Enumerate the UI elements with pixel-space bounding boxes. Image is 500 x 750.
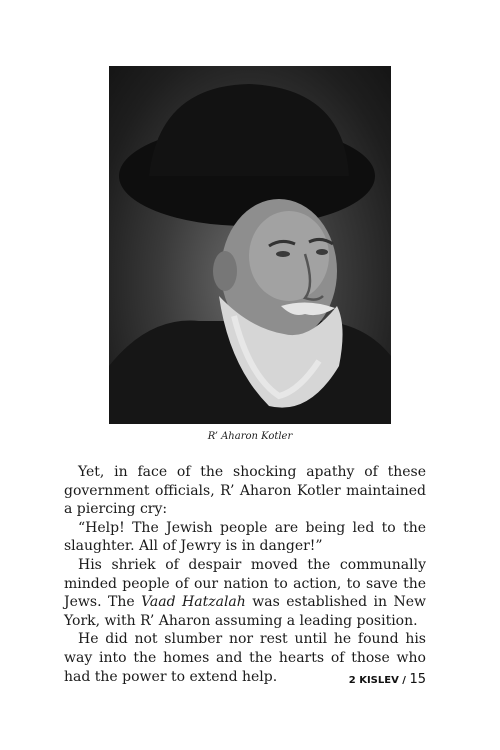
paragraph-3-start: His shriek of despair moved the communally minded people of our nation to action, to save the Jews. The <box>64 556 426 611</box>
footer-date: 2 KISLEV <box>348 675 399 686</box>
paragraph-3-end: was established in New York, with R’ Aharon assuming a leading position. <box>64 594 426 629</box>
footer-separator: / <box>398 675 410 686</box>
photo-caption: R’ Aharon Kotler <box>207 431 293 442</box>
paragraph-4: He did not slumber nor rest until he found his way into the homes and the hearts of those who had the power to extend help. <box>64 631 426 685</box>
body-text <box>64 463 426 686</box>
page-number: 15 <box>409 672 426 687</box>
paragraph-1: Yet, in face of the shocking apathy of these government officials, R’ Aharon Kotler maintained a piercing cry: <box>64 464 426 518</box>
vaad-hatzalah-italic: Vaad Hatzalah <box>141 594 246 611</box>
page-footer <box>349 672 426 687</box>
portrait-photo <box>109 66 391 424</box>
paragraph-3 <box>64 556 426 630</box>
paragraph-2: “Help! The Jewish people are being led to the slaughter. All of Jewry is in danger!” <box>64 519 426 555</box>
portrait-illustration <box>109 66 391 424</box>
